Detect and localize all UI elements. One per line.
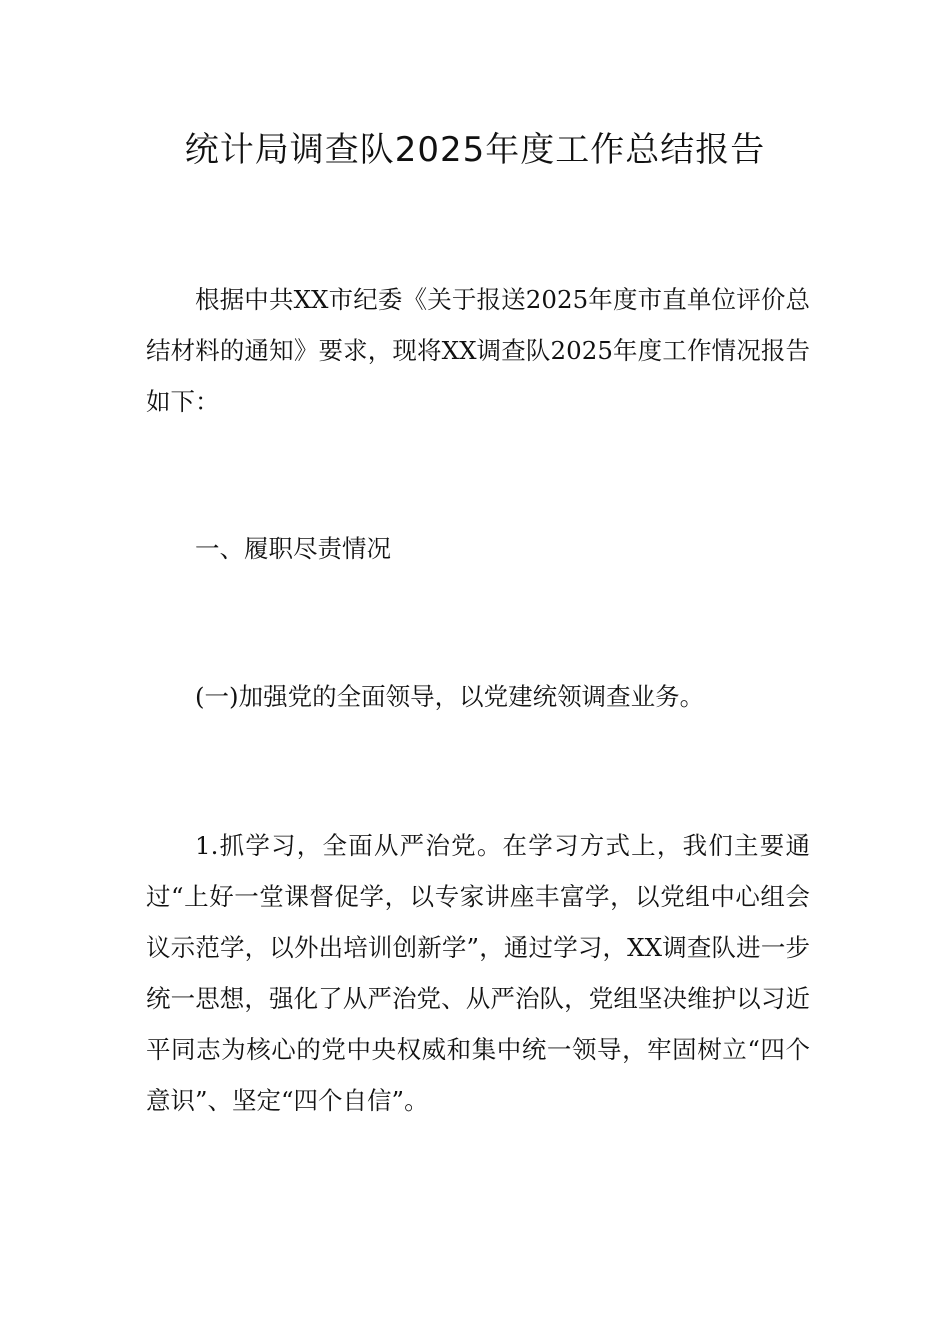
intro-paragraph: 根据中共XX市纪委《关于报送2025年度市直单位评价总结材料的通知》要求，现将XX调查队2025年度工作情况报告如下： bbox=[146, 285, 810, 416]
subsection-heading: (一)加强党的全面领导，以党建统领调查业务。 bbox=[195, 682, 705, 711]
document-title: 统计局调查队2025年度工作总结报告 bbox=[184, 130, 766, 170]
body-paragraph: 1.抓学习，全面从严治党。在学习方式上，我们主要通过“上好一堂课督促学，以专家讲座丰富学，以党组中心组会议示范学，以外出培训创新学”，通过学习，XX调查队进一步统一思想，强化了从严治党、从严治队，党组坚决维护以习近平同志为核心的党中央权威和集中统一领导，牢固树立“四个意识”、坚定“四个自信”。 bbox=[146, 831, 810, 1115]
section-heading: 一、履职尽责情况 bbox=[195, 534, 391, 563]
